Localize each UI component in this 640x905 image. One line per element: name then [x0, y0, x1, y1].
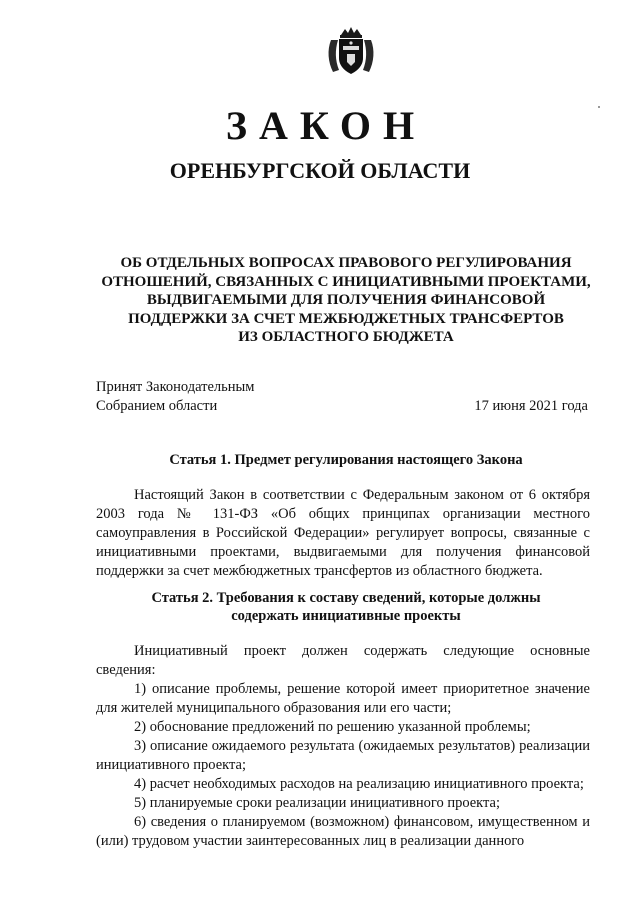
scan-speck — [598, 106, 600, 108]
article-2-heading-line-1: Статья 2. Требования к составу сведений, которые должны — [151, 590, 541, 606]
article-1-text: Настоящий Закон в соответствии с Федеральным законом от 6 октября 2003 года № 131-ФЗ «Об общих принципах организации местного самоуправления в Российской Федерации» регулирует вопросы, связанные с инициативными проектами, выдвигаемыми для получения финансовой поддержки за счет межбюджетных трансфертов из областного бюджета. — [96, 487, 590, 579]
adoption-line-1: Принят Законодательным — [96, 379, 255, 395]
adoption-note — [96, 378, 254, 416]
list-item: 1) описание проблемы, решение которой имеет приоритетное значение для жителей муниципального образования или его части; — [96, 681, 590, 716]
adoption-date: 17 июня 2021 года — [474, 398, 588, 414]
article-2-heading-line-2: содержать инициативные проекты — [231, 608, 461, 624]
document-subtitle: ОРЕНБУРГСКОЙ ОБЛАСТИ — [169, 158, 471, 183]
law-name-line: ОТНОШЕНИЙ, СВЯЗАННЫХ С ИНИЦИАТИВНЫМИ ПРОЕКТАМИ, — [101, 273, 591, 290]
law-name-line: ИЗ ОБЛАСТНОГО БЮДЖЕТА — [238, 329, 454, 345]
list-item: 2) обоснование предложений по решению указанной проблемы; — [134, 719, 531, 735]
article-1-heading: Статья 1. Предмет регулирования настоящего Закона — [169, 452, 523, 468]
list-item: 6) сведения о планируемом (возможном) финансовом, имущественном и (или) трудовом участии заинтересованных лиц в реализации данного — [96, 814, 590, 849]
law-name-line: ОБ ОТДЕЛЬНЫХ ВОПРОСАХ ПРАВОВОГО РЕГУЛИРОВАНИЯ — [120, 255, 572, 271]
law-name-line: ВЫДВИГАЕМЫМИ ДЛЯ ПОЛУЧЕНИЯ ФИНАНСОВОЙ — [146, 292, 546, 308]
adoption-line-2: Собранием области — [96, 398, 218, 414]
law-name-line: ПОДДЕРЖКИ ЗА СЧЕТ МЕЖБЮДЖЕТНЫХ ТРАНСФЕРТОВ — [128, 310, 564, 327]
article-2-heading — [96, 589, 596, 625]
list-item: 4) расчет необходимых расходов на реализацию инициативного проекта; — [134, 776, 584, 792]
law-name — [96, 254, 596, 347]
list-item: 3) описание ожидаемого результата (ожидаемых результатов) реализации инициативного проекта; — [96, 738, 590, 773]
article-2-intro: Инициативный проект должен содержать следующие основные сведения: — [96, 643, 590, 678]
list-item: 5) планируемые сроки реализации инициативного проекта; — [134, 795, 501, 811]
article-2-body — [96, 642, 590, 851]
coat-of-arms-emblem — [325, 26, 377, 76]
document-title: ЗАКОН — [225, 103, 427, 148]
